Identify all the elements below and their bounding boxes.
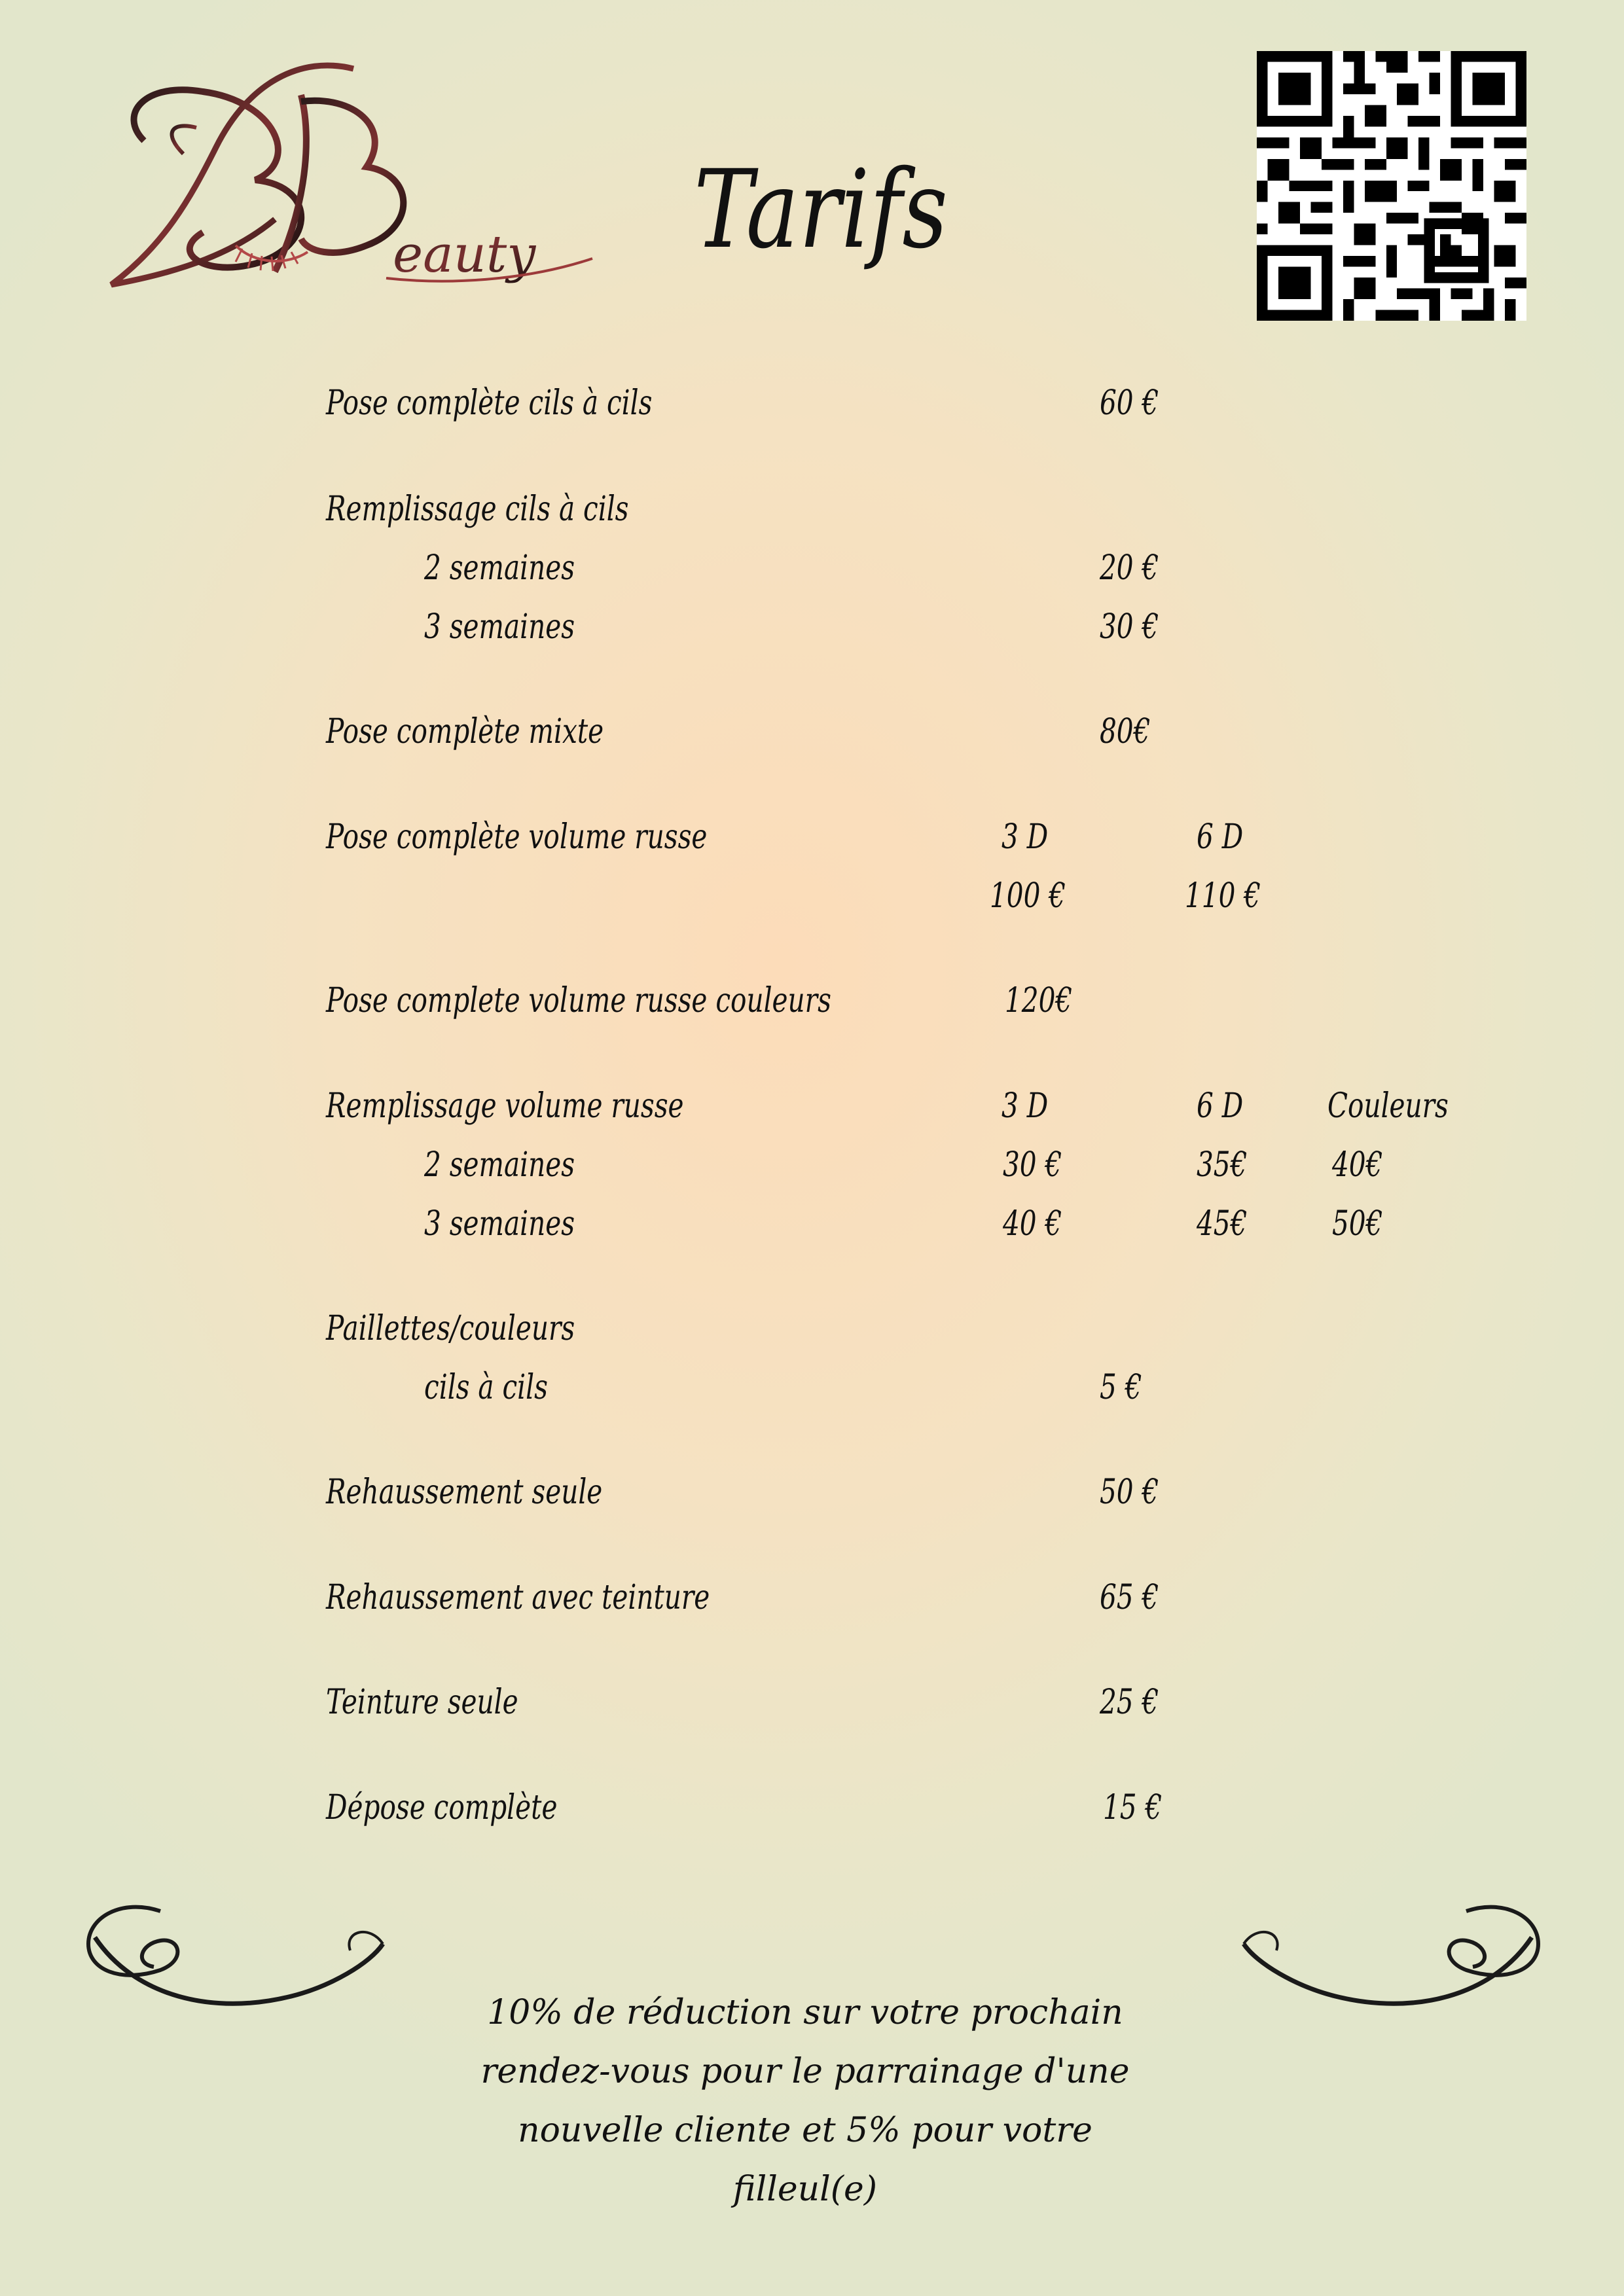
column-header-6d: 6 D [1197, 817, 1244, 857]
row-label: Dépose complète [326, 1788, 558, 1827]
bbeauty-logo-icon [105, 56, 602, 291]
column-header-6d: 6 D [1197, 1086, 1244, 1126]
row-price: 120€ [1005, 981, 1073, 1020]
page-title: Tarifs [694, 147, 948, 272]
column-header-couleurs: Couleurs [1327, 1086, 1449, 1126]
row-label: Pose complète mixte [326, 712, 604, 751]
row-label: Pose complète volume russe [326, 817, 708, 857]
referral-note-line: rendez-vous pour le parrainage d'une [480, 2052, 1130, 2091]
row-price-6d: 35€ [1197, 1145, 1248, 1185]
referral-note [458, 1983, 1152, 2219]
row-label: Rehaussement seule [326, 1473, 603, 1512]
svg-text:eauty: eauty [393, 225, 536, 284]
row-price: 25 € [1100, 1683, 1159, 1722]
row-label: Teinture seule [326, 1683, 518, 1722]
referral-note-line: filleul(e) [732, 2170, 878, 2209]
row-sub-label: 2 semaines [424, 548, 575, 588]
row-price-6d: 110 € [1185, 876, 1261, 916]
referral-note-line: 10% de réduction sur votre prochain [487, 1993, 1123, 2032]
row-sub-label: 2 semaines [424, 1145, 575, 1185]
row-price: 30 € [1100, 607, 1159, 647]
row-sub-label: 3 semaines [424, 607, 575, 647]
row-sub-label: cils à cils [424, 1368, 548, 1407]
row-label: Remplissage cils à cils [326, 490, 629, 529]
row-label: Rehaussement avec teinture [326, 1578, 710, 1617]
row-price: 15 € [1103, 1788, 1163, 1827]
row-price-couleurs: 50€ [1332, 1204, 1383, 1244]
row-price: 50 € [1100, 1473, 1159, 1512]
row-label: Pose complete volume russe couleurs [326, 981, 831, 1020]
row-price: 5 € [1100, 1368, 1142, 1407]
row-price: 60 € [1100, 384, 1159, 423]
qr-code-icon [1257, 51, 1526, 321]
row-price-couleurs: 40€ [1332, 1145, 1383, 1185]
column-header-3d: 3 D [1001, 1086, 1049, 1126]
row-price: 20 € [1100, 548, 1159, 588]
flourish-icon [82, 1898, 389, 2029]
column-header-3d: 3 D [1001, 817, 1049, 857]
row-label: Pose complète cils à cils [326, 384, 653, 423]
row-price-3d: 100 € [990, 876, 1066, 916]
row-price: 65 € [1100, 1578, 1159, 1617]
row-price: 80€ [1100, 712, 1151, 751]
row-price-3d: 30 € [1003, 1145, 1062, 1185]
row-price-3d: 40 € [1003, 1204, 1062, 1244]
row-label: Paillettes/couleurs [326, 1309, 575, 1348]
row-price-6d: 45€ [1197, 1204, 1248, 1244]
flourish-icon [1237, 1898, 1545, 2029]
referral-note-line: nouvelle cliente et 5% pour votre [518, 2111, 1092, 2150]
row-sub-label: 3 semaines [424, 1204, 575, 1244]
row-label: Remplissage volume russe [326, 1086, 684, 1126]
